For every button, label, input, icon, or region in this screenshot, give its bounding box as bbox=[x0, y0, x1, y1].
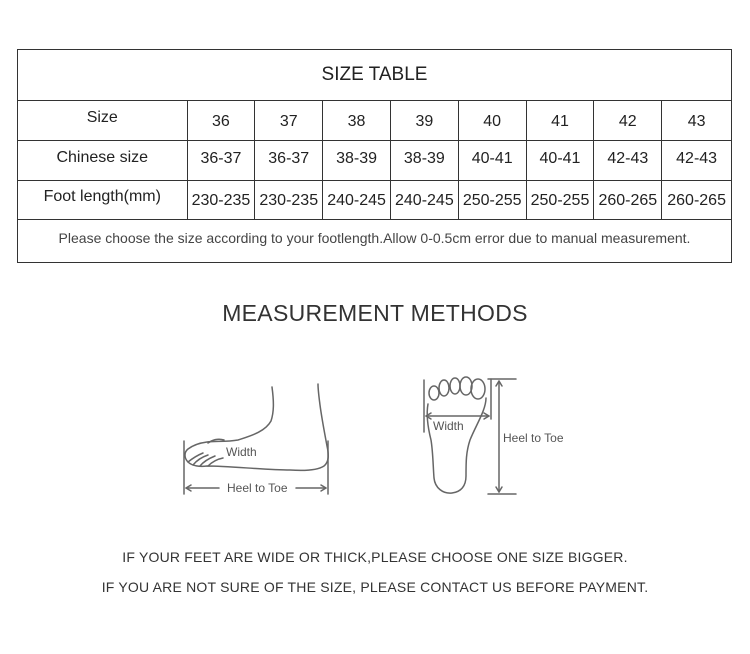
size-tip-wide-feet: IF YOUR FEET ARE WIDE OR THICK,PLEASE CHOOSE ONE SIZE BIGGER. bbox=[122, 549, 628, 565]
table-cell: 250-255 bbox=[527, 181, 595, 219]
side-view-length-label: Heel to Toe bbox=[227, 481, 288, 495]
table-cell: 36 bbox=[188, 101, 256, 140]
table-cell: 260-265 bbox=[594, 181, 662, 219]
table-cell: 260-265 bbox=[667, 192, 726, 209]
table-cell: 240-245 bbox=[391, 181, 459, 219]
table-cell: 230-235 bbox=[188, 181, 256, 219]
table-cell: 43 bbox=[687, 113, 706, 130]
table-cell: 41 bbox=[527, 101, 595, 140]
row-label: Size bbox=[18, 101, 188, 140]
size-tip-contact: IF YOU ARE NOT SURE OF THE SIZE, PLEASE CONTACT US BEFORE PAYMENT. bbox=[101, 579, 649, 595]
side-view-width-label: Width bbox=[226, 445, 257, 459]
table-cell: 240-245 bbox=[323, 181, 391, 219]
sole-view-length-label: Heel to Toe bbox=[503, 431, 564, 445]
table-title: SIZE TABLE bbox=[18, 50, 731, 101]
row-label: Chinese size bbox=[18, 141, 188, 180]
table-cell: 37 bbox=[255, 101, 323, 140]
row-label: Foot length(mm) bbox=[18, 181, 188, 219]
measurement-title: MEASUREMENT METHODS bbox=[222, 300, 528, 326]
sole-view-width-label: Width bbox=[433, 419, 464, 433]
table-cell: 39 bbox=[391, 101, 459, 140]
table-cell: 38-39 bbox=[391, 141, 459, 180]
side-view-foot-icon bbox=[184, 384, 328, 494]
table-cell: 36-37 bbox=[188, 141, 256, 180]
table-cell: 40-41 bbox=[527, 141, 595, 180]
table-cell: 42-43 bbox=[676, 150, 718, 167]
table-cell: 230-235 bbox=[255, 181, 323, 219]
table-note: Please choose the size according to your footlength.Allow 0-0.5cm error due to manual measurement. bbox=[58, 230, 691, 246]
table-cell: 36-37 bbox=[255, 141, 323, 180]
table-cell: 42 bbox=[594, 101, 662, 140]
table-cell: 40 bbox=[459, 101, 527, 140]
table-cell: 42-43 bbox=[594, 141, 662, 180]
table-cell: 250-255 bbox=[459, 181, 527, 219]
table-cell: 38 bbox=[323, 101, 391, 140]
table-cell: 40-41 bbox=[459, 141, 527, 180]
table-cell: 38-39 bbox=[323, 141, 391, 180]
